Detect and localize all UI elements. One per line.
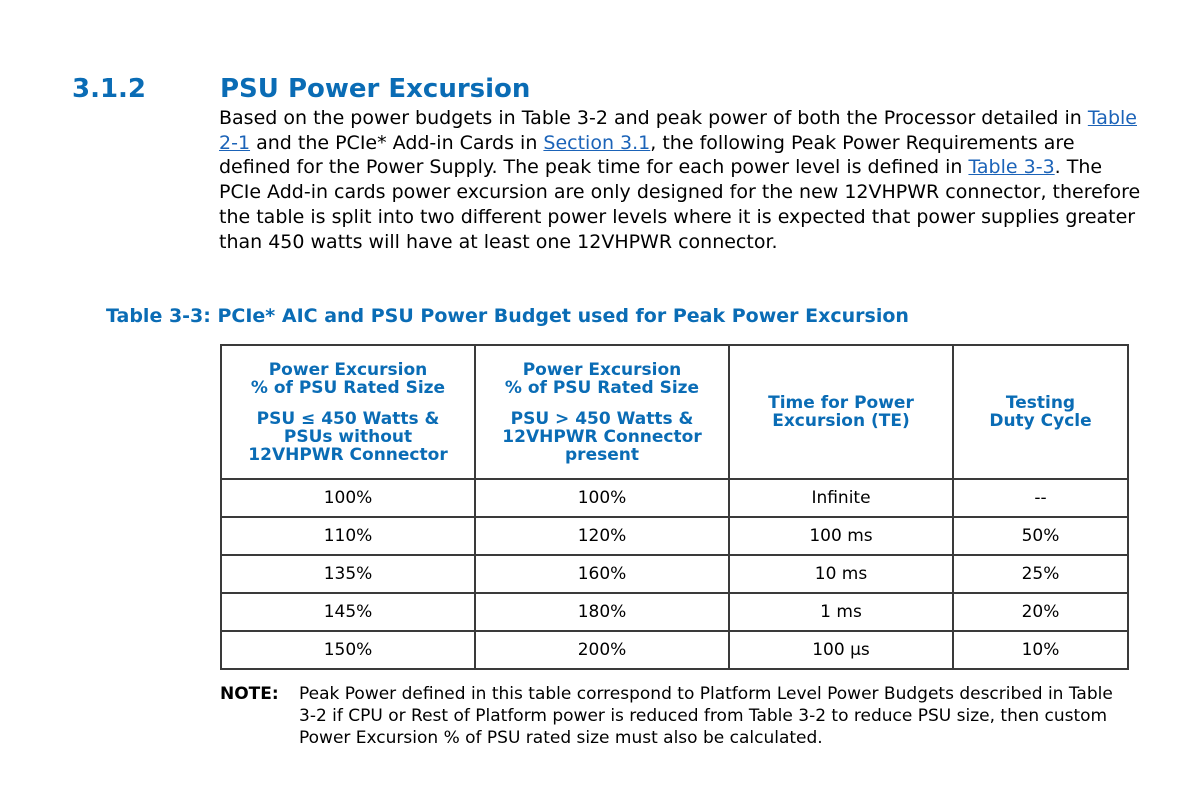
section-3-1-link[interactable]: Section 3.1 (543, 131, 651, 154)
note-text: Peak Power defined in this table correspond to Platform Level Power Budgets described in Table 3-2 if CPU or Rest of Platform power is reduced from Table 3-2 to reduce PSU size, then custom Power Excursion % of PSU rated size must also be calculated. (299, 684, 1113, 748)
table-row (221, 631, 1128, 669)
table-cell: 110% (221, 517, 475, 555)
header-text: present (565, 444, 639, 465)
intro-text-4: . The PCIe Add-in cards power excursion are only designed for the new 12VHPWR connector, therefore the table is split into two different power levels where it is expected that power supplies greater than 450 watts will have at least one 12VHPWR connector. (219, 156, 1141, 253)
header-text: Power Excursion (268, 359, 428, 380)
table-cell: 1 ms (729, 593, 953, 631)
table-cell: 25% (953, 555, 1128, 593)
intro-paragraph (219, 106, 1149, 254)
table-cell: 50% (953, 517, 1128, 555)
header-text: PSUs without (283, 426, 413, 447)
table-note (220, 683, 1120, 749)
section-heading (72, 72, 530, 106)
table-3-3-link[interactable]: Table 3-3 (968, 156, 1055, 179)
table-cell: 160% (475, 555, 729, 593)
table-row (221, 593, 1128, 631)
header-text: % of PSU Rated Size (250, 377, 446, 398)
header-text: Duty Cycle (989, 411, 1092, 431)
header-text: PSU ≤ 450 Watts & (256, 408, 440, 429)
header-psu-le-450 (221, 345, 475, 479)
table-cell: 200% (475, 631, 729, 669)
table-2-1-link[interactable]: Table 2-1 (219, 107, 1137, 154)
header-text: Testing (1005, 393, 1076, 413)
header-duty-cycle (953, 345, 1128, 479)
table-cell: 180% (475, 593, 729, 631)
header-time-for-excursion (729, 345, 953, 479)
table-header-row (221, 345, 1128, 479)
table-caption: Table 3-3: PCIe* AIC and PSU Power Budget used for Peak Power Excursion (106, 305, 909, 327)
table-cell: 100 µs (729, 631, 953, 669)
table-cell: 100% (221, 479, 475, 517)
table-cell: 100% (475, 479, 729, 517)
header-text: % of PSU Rated Size (504, 377, 700, 398)
power-budget-table (220, 344, 1129, 670)
table-cell: 145% (221, 593, 475, 631)
header-psu-gt-450 (475, 345, 729, 479)
table-row (221, 517, 1128, 555)
header-text: Power Excursion (522, 359, 682, 380)
intro-text-2: and the PCIe* Add-in Cards in (250, 131, 544, 154)
header-text: 12VHPWR Connector (502, 426, 702, 447)
section-number: 3.1.2 (72, 73, 147, 104)
table-row (221, 555, 1128, 593)
header-text: 12VHPWR Connector (248, 444, 448, 465)
table-cell: 20% (953, 593, 1128, 631)
note-label: NOTE: (220, 684, 279, 704)
table-cell: 150% (221, 631, 475, 669)
table-cell: 100 ms (729, 517, 953, 555)
table-cell: 10 ms (729, 555, 953, 593)
intro-text-3: , the following Peak Power Requirements are defined for the Power Supply. The peak time for each power level is defined in (219, 131, 1075, 179)
table-cell: 120% (475, 517, 729, 555)
table-cell: Infinite (729, 479, 953, 517)
header-text: Excursion (TE) (772, 411, 910, 431)
intro-text-1: Based on the power budgets in Table 3-2 and peak power of both the Processor detailed in (219, 107, 1088, 129)
section-title: PSU Power Excursion (220, 73, 531, 104)
table-cell: 10% (953, 631, 1128, 669)
header-text: PSU > 450 Watts & (510, 408, 694, 429)
table-cell: -- (953, 479, 1128, 517)
header-text: Time for Power (768, 393, 914, 413)
table-cell: 135% (221, 555, 475, 593)
table-row (221, 479, 1128, 517)
